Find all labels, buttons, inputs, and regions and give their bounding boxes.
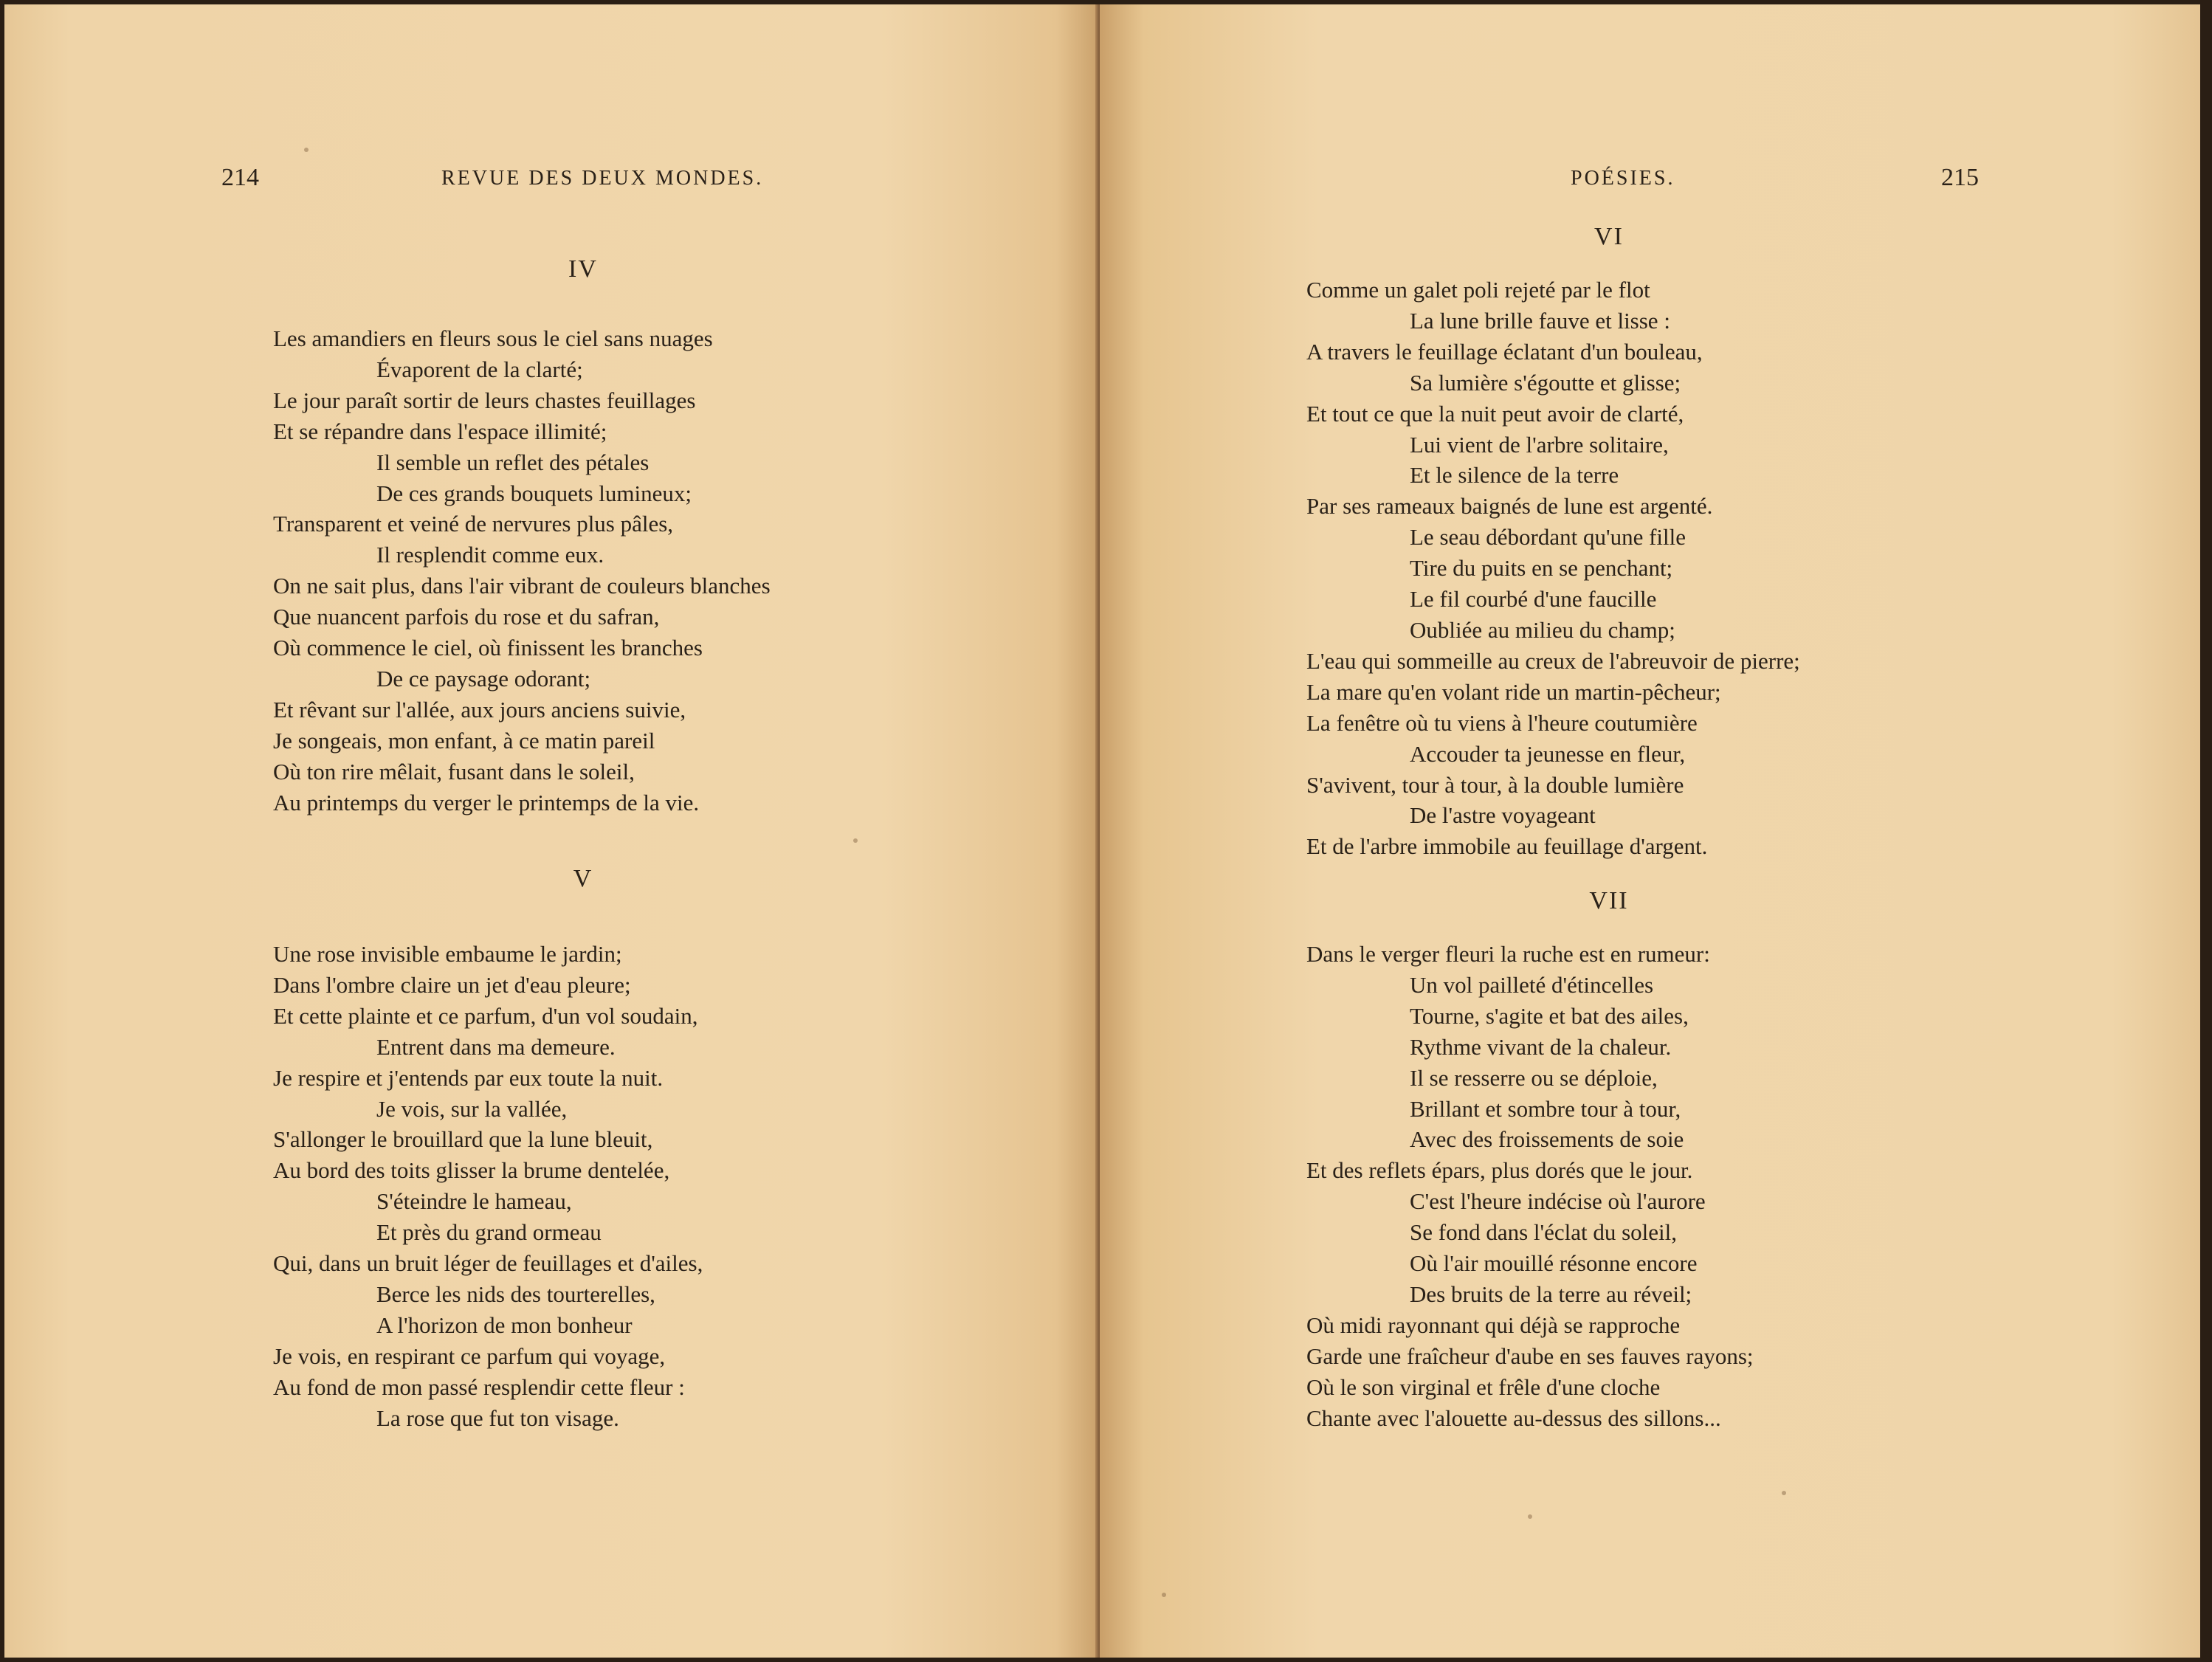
stanza-vii — [1306, 939, 1754, 1434]
stanza-v — [273, 939, 703, 1434]
poem-line: Au fond de mon passé resplendir cette fleur : — [273, 1373, 685, 1400]
section-heading-vii: VII — [1589, 887, 1629, 914]
poem-line: Et de l'arbre immobile au feuillage d'argent. — [1306, 833, 1708, 860]
paper-speck — [853, 838, 858, 843]
poem-line: Des bruits de la terre au réveil; — [1410, 1280, 1692, 1307]
poem-line: Il resplendit comme eux. — [376, 542, 604, 568]
poem-line: On ne sait plus, dans l'air vibrant de couleurs blanches — [273, 573, 771, 599]
page-number-right: 215 — [1941, 164, 1979, 191]
poem-line: Je vois, sur la vallée, — [376, 1095, 568, 1122]
section-heading-v: V — [573, 865, 593, 892]
poem-line: Le seau débordant qu'une fille — [1410, 524, 1686, 551]
poem-line: La mare qu'en volant ride un martin-pêcheur; — [1306, 678, 1721, 705]
poem-line: Où ton rire mêlait, fusant dans le soleil, — [273, 758, 635, 785]
paper-speck — [1782, 1491, 1786, 1495]
poem-line: Et tout ce que la nuit peut avoir de clarté, — [1306, 400, 1684, 427]
poem-line: S'avivent, tour à tour, à la double lumière — [1306, 771, 1684, 798]
page-number-left: 214 — [221, 164, 259, 191]
poem-line: De l'astre voyageant — [1410, 802, 1596, 829]
poem-line: Transparent et veiné de nervures plus pâles, — [273, 511, 674, 537]
running-head-left: REVUE DES DEUX MONDES. — [441, 167, 764, 190]
poem-line: Dans l'ombre claire un jet d'eau pleure; — [273, 971, 631, 998]
poem-line: La lune brille fauve et lisse : — [1410, 307, 1670, 334]
poem-line: Tire du puits en se penchant; — [1410, 555, 1673, 582]
poem-line: De ce paysage odorant; — [376, 665, 591, 692]
poem-line: Au bord des toits glisser la brume dentelée, — [273, 1157, 670, 1184]
poem-line: Une rose invisible embaume le jardin; — [273, 941, 622, 967]
poem-line: Sa lumière s'égoutte et glisse; — [1410, 369, 1681, 396]
poem-line: Un vol pailleté d'étincelles — [1410, 971, 1654, 998]
poem-line: S'éteindre le hameau, — [376, 1188, 572, 1215]
poem-line: Et près du grand ormeau — [376, 1219, 602, 1246]
poem-line: C'est l'heure indécise où l'aurore — [1410, 1188, 1706, 1215]
poem-line: Et cette plainte et ce parfum, d'un vol soudain, — [273, 1002, 698, 1029]
poem-line: Entrent dans ma demeure. — [376, 1033, 616, 1060]
poem-line: Garde une fraîcheur d'aube en ses fauves rayons; — [1306, 1342, 1754, 1369]
poem-line: Et rêvant sur l'allée, aux jours anciens suivie, — [273, 696, 686, 723]
poem-line: Le jour paraît sortir de leurs chastes feuillages — [273, 387, 696, 413]
poem-line: Je respire et j'entends par eux toute la nuit. — [273, 1064, 664, 1091]
poem-line: Où l'air mouillé résonne encore — [1410, 1250, 1698, 1277]
poem-line: Par ses rameaux baignés de lune est argenté. — [1306, 493, 1713, 520]
poem-line: Rythme vivant de la chaleur. — [1410, 1033, 1672, 1060]
poem-line: Je vois, en respirant ce parfum qui voyage, — [273, 1342, 666, 1369]
poem-line: A l'horizon de mon bonheur — [376, 1311, 633, 1338]
poem-line: Tourne, s'agite et bat des ailes, — [1410, 1002, 1689, 1029]
running-head-right: POÉSIES. — [1571, 167, 1675, 190]
poem-line: Il se resserre ou se déploie, — [1410, 1064, 1658, 1091]
poem-line: Et des reflets épars, plus dorés que le jour. — [1306, 1157, 1693, 1184]
paper-speck — [1162, 1593, 1166, 1597]
poem-line: Évaporent de la clarté; — [376, 356, 583, 382]
poem-line: Comme un galet poli rejeté par le flot — [1306, 277, 1650, 303]
poem-line: Au printemps du verger le printemps de la vie. — [273, 789, 700, 816]
poem-line: Berce les nids des tourterelles, — [376, 1280, 655, 1307]
poem-line: L'eau qui sommeille au creux de l'abreuvoir de pierre; — [1306, 647, 1800, 674]
paper-speck — [1528, 1514, 1532, 1519]
stanza-iv — [273, 323, 771, 818]
section-heading-vi: VI — [1594, 223, 1624, 250]
poem-line: Il semble un reflet des pétales — [376, 449, 650, 475]
poem-line: Que nuancent parfois du rose et du safran, — [273, 604, 660, 630]
poem-line: Qui, dans un bruit léger de feuillages et d'ailes, — [273, 1250, 703, 1277]
poem-line: Je songeais, mon enfant, à ce matin pareil — [273, 727, 655, 754]
poem-line: De ces grands bouquets lumineux; — [376, 480, 692, 506]
poem-line: Oubliée au milieu du champ; — [1410, 616, 1675, 643]
poem-line: Lui vient de l'arbre solitaire, — [1410, 431, 1669, 458]
poem-line: Brillant et sombre tour à tour, — [1410, 1095, 1681, 1122]
poem-line: Avec des froissements de soie — [1410, 1126, 1684, 1153]
poem-line: Accouder ta jeunesse en fleur, — [1410, 740, 1686, 767]
poem-line: Les amandiers en fleurs sous le ciel sans nuages — [273, 325, 713, 351]
paper-speck — [304, 148, 309, 152]
poem-line: Le fil courbé d'une faucille — [1410, 586, 1657, 613]
poem-line: Se fond dans l'éclat du soleil, — [1410, 1219, 1678, 1246]
poem-line: Dans le verger fleuri la ruche est en rumeur: — [1306, 941, 1710, 967]
poem-line: Chante avec l'alouette au-dessus des sillons... — [1306, 1404, 1721, 1431]
stanza-vi — [1306, 275, 1800, 862]
poem-line: Et se répandre dans l'espace illimité; — [273, 418, 607, 444]
poem-line: La rose que fut ton visage. — [376, 1404, 619, 1431]
poem-line: S'allonger le brouillard que la lune bleuit, — [273, 1126, 653, 1153]
left-page — [4, 4, 1100, 1658]
poem-line: Où le son virginal et frêle d'une cloche — [1306, 1373, 1661, 1400]
poem-line: Et le silence de la terre — [1410, 462, 1619, 489]
poem-line: A travers le feuillage éclatant d'un bouleau, — [1306, 338, 1703, 365]
section-heading-iv: IV — [568, 255, 598, 283]
right-page — [1100, 4, 2200, 1658]
poem-line: Où midi rayonnant qui déjà se rapproche — [1306, 1311, 1681, 1338]
poem-line: La fenêtre où tu viens à l'heure coutumière — [1306, 709, 1698, 736]
poem-line: Où commence le ciel, où finissent les branches — [273, 635, 703, 661]
